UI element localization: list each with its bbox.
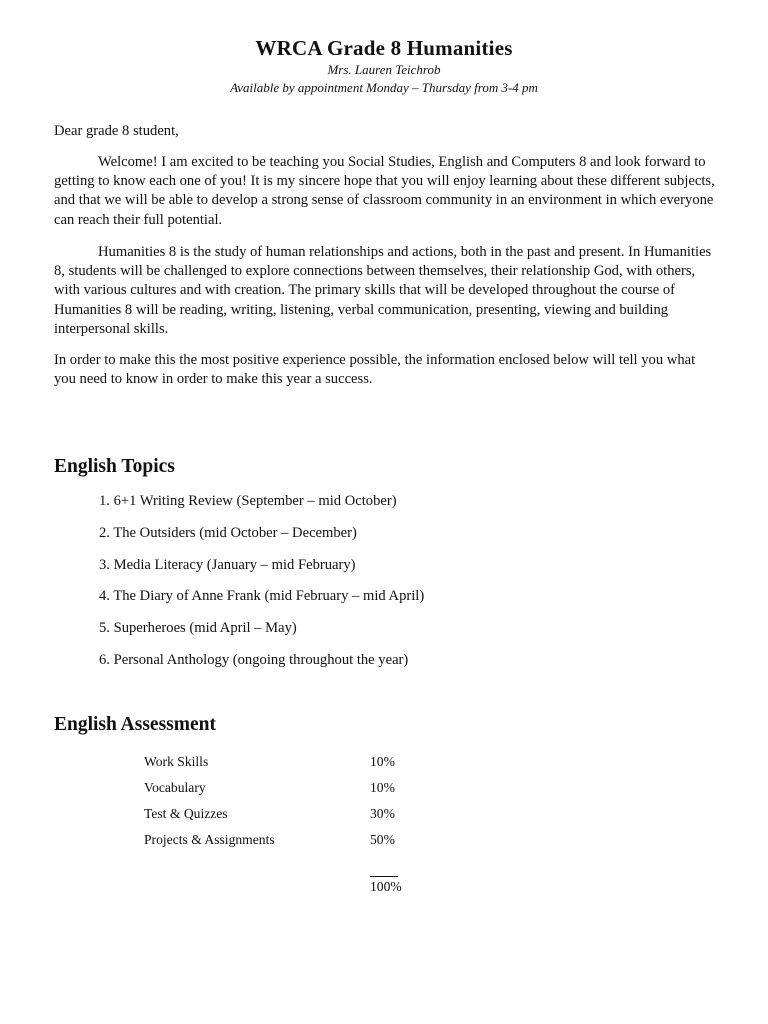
document-title: WRCA Grade 8 Humanities (255, 36, 513, 60)
topic-item: 4. The Diary of Anne Frank (mid February – mid April) (99, 588, 425, 605)
assessment-total: 100% (370, 879, 402, 894)
assessment-percent: 50% (370, 832, 395, 847)
assessment-category: Projects & Assignments (144, 832, 275, 847)
assessment-category: Vocabulary (144, 780, 206, 795)
english-assessment-heading: English Assessment (54, 714, 216, 735)
assessment-percent: 10% (370, 780, 395, 795)
assessment-table (144, 754, 444, 858)
assessment-row (144, 806, 444, 832)
topic-item: 5. Superheroes (mid April – May) (99, 620, 297, 637)
total-divider (370, 876, 398, 877)
letter-salutation: Dear grade 8 student, (54, 123, 179, 139)
topic-item: 3. Media Literacy (January – mid February) (99, 556, 356, 573)
letter-paragraph-info: In order to make this the most positive experience possible, the information enclosed below will tell you what you need to know in order to make this year a success. (54, 352, 696, 388)
assessment-row (144, 832, 444, 858)
topic-item: 1. 6+1 Writing Review (September – mid October) (99, 493, 397, 509)
topic-item: 6. Personal Anthology (ongoing throughout the year) (99, 651, 409, 668)
assessment-category: Test & Quizzes (144, 806, 228, 821)
assessment-row (144, 780, 444, 806)
assessment-percent: 30% (370, 806, 395, 821)
english-topics-list (99, 492, 424, 683)
assessment-category: Work Skills (144, 754, 209, 769)
letter-paragraph-humanities: Humanities 8 is the study of human relationships and actions, both in the past and present. In Humanities 8, students will be challenged to explore connections between themselves, their relationship God, with others, with various cultures and with creation. The primary skills that will be developed throughout the course of Humanities 8 will be reading, writing, listening, verbal communication, presenting, viewing and building interpersonal skills. (54, 244, 712, 337)
letter-paragraph-welcome: Welcome! I am excited to be teaching you Social Studies, English and Computers 8 and look forward to getting to know each one of you! It is my sincere hope that you will enjoy learning about these different subjects, and that we will be able to develop a strong sense of classroom community in an environment in which everyone can reach their full potential. (54, 154, 715, 228)
assessment-percent: 10% (370, 754, 395, 769)
english-topics-heading: English Topics (54, 456, 175, 477)
assessment-row (144, 754, 444, 780)
availability-note: Available by appointment Monday – Thursday from 3-4 pm (230, 80, 538, 95)
teacher-name: Mrs. Lauren Teichrob (327, 62, 441, 77)
topic-item: 2. The Outsiders (mid October – December) (99, 524, 357, 541)
